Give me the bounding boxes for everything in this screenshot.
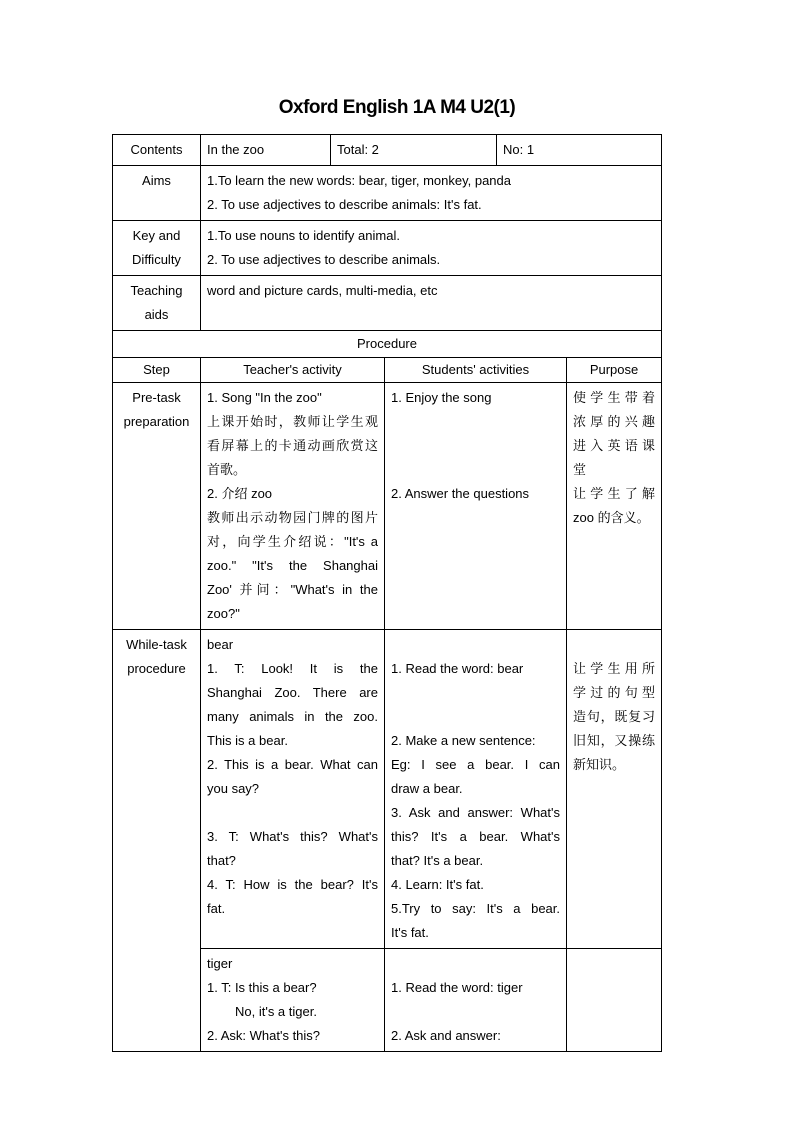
key-label-line: Key and	[132, 228, 181, 243]
spacer	[391, 705, 560, 729]
teacher-line: 4. T: How is the bear? It's	[207, 877, 378, 892]
teacher-line: 教师出示动物园门牌的图片	[207, 510, 378, 525]
spacer	[391, 1000, 560, 1024]
spacer	[391, 681, 560, 705]
aims-row	[113, 166, 662, 221]
teacher-line: 3. T: What's this? What's	[207, 829, 378, 844]
teacher-line: 2. This is a bear. What can	[207, 757, 378, 772]
teacher-line: bear	[207, 637, 234, 652]
tiger-students	[385, 949, 567, 1052]
teacher-line: 2. 介绍 zoo	[207, 486, 273, 501]
aids-row	[113, 276, 662, 331]
column-teacher: Teacher's activity	[201, 358, 385, 383]
total-cell: Total: 2	[331, 135, 497, 166]
students-line: 1. Enjoy the song	[391, 390, 492, 405]
students-line: 1. Read the word: bear	[391, 661, 524, 676]
key-line: 1.To use nouns to identify animal.	[207, 228, 400, 243]
pretask-teacher	[201, 383, 385, 630]
spacer	[391, 458, 560, 482]
teacher-line: Zoo' 并问："What's in the	[207, 582, 378, 597]
purpose-line: 学过的句型	[573, 685, 656, 700]
contents-value: In the zoo	[201, 135, 331, 166]
purpose-line: 浓厚的兴趣	[573, 414, 656, 429]
purpose-line: zoo 的含义。	[573, 510, 650, 525]
number-cell: No: 1	[497, 135, 662, 166]
key-label-line: Difficulty	[132, 252, 181, 267]
teacher-line: This is a bear.	[207, 733, 288, 748]
teacher-line: No, it's a tiger.	[235, 1004, 317, 1019]
key-row	[113, 221, 662, 276]
teacher-line: zoo?"	[207, 606, 240, 621]
aims-line: 2. To use adjectives to describe animals: It's fat.	[207, 197, 482, 212]
pretask-step	[113, 383, 201, 630]
tiger-teacher	[201, 949, 385, 1052]
teacher-line: 对，向学生介绍说："It's a	[207, 534, 378, 549]
whiletask-students	[385, 630, 567, 949]
students-line: 2. Answer the questions	[391, 486, 530, 501]
column-step: Step	[113, 358, 201, 383]
teacher-line: 上课开始时，教师让学生观	[207, 414, 378, 429]
procedure-heading: Procedure	[113, 331, 662, 358]
students-line: this? It's a bear. What's	[391, 829, 561, 844]
contents-row	[113, 135, 662, 166]
students-line: 1. Read the word: tiger	[391, 980, 523, 995]
students-line: 3. Ask and answer: What's	[391, 805, 561, 820]
teacher-line: tiger	[207, 956, 233, 971]
aims-line: 1.To learn the new words: bear, tiger, monkey, panda	[207, 173, 511, 188]
teacher-line: many animals in the zoo.	[207, 709, 378, 724]
aids-label-line: aids	[144, 307, 169, 322]
teacher-line: 1. T: Look! It is the	[207, 661, 378, 676]
key-line: 2. To use adjectives to describe animals.	[207, 252, 441, 267]
tiger-purpose	[567, 949, 662, 1052]
students-line: 5.Try to say: It's a bear.	[391, 901, 561, 916]
aids-label	[113, 276, 201, 331]
purpose-line: 使学生带着	[573, 390, 656, 405]
spacer	[573, 633, 655, 657]
teacher-line: 看屏幕上的卡通动画欣赏这	[207, 438, 378, 453]
spacer	[207, 921, 378, 945]
pretask-row	[113, 383, 662, 630]
students-line: 2. Ask and answer:	[391, 1028, 501, 1043]
aims-content	[201, 166, 662, 221]
pretask-students	[385, 383, 567, 630]
spacer	[391, 633, 560, 657]
whiletask-purpose	[567, 630, 662, 949]
students-line: that? It's a bear.	[391, 853, 484, 868]
purpose-line: 让学生了解	[573, 486, 656, 501]
purpose-line: 旧知，又操练	[573, 733, 656, 748]
spacer	[207, 801, 378, 825]
students-line: draw a bear.	[391, 781, 463, 796]
students-line: It's fat.	[391, 925, 429, 940]
procedure-row	[113, 331, 662, 358]
purpose-line: 造句，既复习	[573, 709, 656, 724]
teacher-line: Shanghai Zoo. There are	[207, 685, 378, 700]
purpose-line: 进入英语课	[573, 438, 656, 453]
step-line: While-task	[126, 637, 187, 652]
teacher-line: zoo." "It's the Shanghai	[207, 558, 378, 573]
teacher-line: that?	[207, 853, 236, 868]
spacer	[391, 410, 560, 434]
step-line: Pre-task	[132, 390, 181, 405]
aids-label-line: Teaching	[130, 283, 183, 298]
purpose-line: 堂	[573, 462, 587, 477]
spacer	[391, 434, 560, 458]
spacer	[391, 952, 560, 976]
step-line: preparation	[123, 414, 190, 429]
whiletask-row	[113, 630, 662, 949]
pretask-purpose	[567, 383, 662, 630]
column-header-row	[113, 358, 662, 383]
students-line: Eg: I see a bear. I can	[391, 757, 561, 772]
teacher-line: you say?	[207, 781, 260, 796]
page-title: Oxford English 1A M4 U2(1)	[278, 97, 516, 118]
whiletask-step	[113, 630, 201, 1052]
step-line: procedure	[127, 661, 186, 676]
purpose-line: 新知识。	[573, 757, 626, 772]
column-students: Students' activities	[385, 358, 567, 383]
lesson-plan-table	[112, 134, 662, 1052]
teacher-line: 首歌。	[207, 462, 247, 477]
aids-content: word and picture cards, multi-media, etc	[201, 276, 662, 331]
purpose-line: 让学生用所	[573, 661, 656, 676]
teacher-line: 1. T: Is this a bear?	[207, 980, 317, 995]
teacher-line: 1. Song "In the zoo"	[207, 390, 322, 405]
students-line: 2. Make a new sentence:	[391, 733, 536, 748]
contents-label: Contents	[113, 135, 201, 166]
whiletask-teacher	[201, 630, 385, 949]
key-label	[113, 221, 201, 276]
teacher-line: 2. Ask: What's this?	[207, 1028, 321, 1043]
students-line: 4. Learn: It's fat.	[391, 877, 484, 892]
teacher-line: fat.	[207, 901, 226, 916]
column-purpose: Purpose	[567, 358, 662, 383]
aims-label: Aims	[113, 166, 201, 221]
key-content	[201, 221, 662, 276]
